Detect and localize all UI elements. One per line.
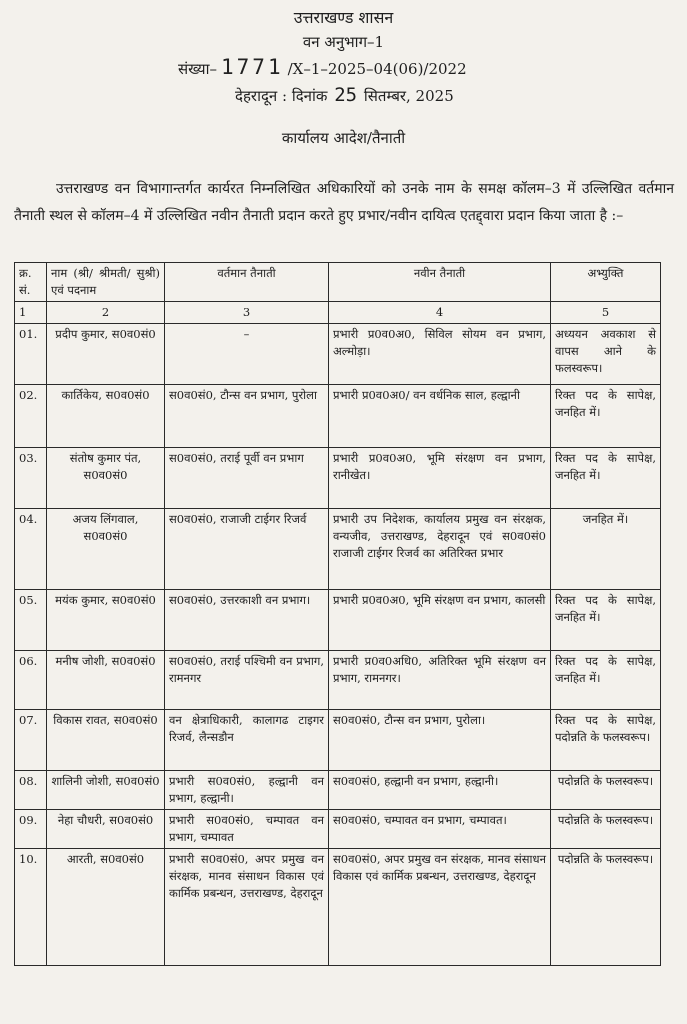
remarks: रिक्त पद के सापेक्ष, जनहित में। bbox=[551, 590, 661, 651]
row-serial: 08. bbox=[15, 771, 47, 810]
ref-suffix: /X–1–2025–04(06)/2022 bbox=[287, 60, 467, 78]
new-posting: प्रभारी प्र0व0अधि0, अतिरिक्त भूमि संरक्षण वन प्रभाग, रामनगर। bbox=[329, 651, 551, 710]
officer-name: कार्तिकेय, स0व0सं0 bbox=[47, 385, 165, 448]
column-number: 2 bbox=[47, 302, 165, 324]
header-serial: क्र. सं. bbox=[15, 263, 47, 302]
remarks: पदोन्नति के फलस्वरूप। bbox=[551, 810, 661, 849]
column-number: 5 bbox=[551, 302, 661, 324]
officer-name: प्रदीप कुमार, स0व0सं0 bbox=[47, 324, 165, 385]
table-header-row bbox=[15, 263, 661, 302]
column-number: 3 bbox=[165, 302, 329, 324]
order-subject: कार्यालय आदेश/तैनाती bbox=[281, 129, 406, 147]
table-row bbox=[15, 810, 661, 849]
posting-table bbox=[14, 262, 661, 966]
new-posting: प्रभारी प्र0व0अ0, भूमि संरक्षण वन प्रभाग, कालसी bbox=[329, 590, 551, 651]
row-serial: 03. bbox=[15, 448, 47, 509]
ref-number-handwritten: 1771 bbox=[221, 55, 284, 79]
current-posting: स0व0सं0, राजाजी टाईगर रिजर्व bbox=[165, 509, 329, 590]
new-posting: प्रभारी प्र0व0अ0, सिविल सोयम वन प्रभाग, अल्मोड़ा। bbox=[329, 324, 551, 385]
table-row bbox=[15, 651, 661, 710]
order-paragraph bbox=[14, 176, 674, 230]
officer-name: संतोष कुमार पंत, स0व0सं0 bbox=[47, 448, 165, 509]
table-row bbox=[15, 385, 661, 448]
new-posting: प्रभारी उप निदेशक, कार्यालय प्रमुख वन संरक्षक, वन्यजीव, उत्तराखण्ड, देहरादून एवं स0व0सं0 राजाजी टाईगर रिजर्व का अतिरिक्त प्रभार bbox=[329, 509, 551, 590]
section-heading: वन अनुभाग–1 bbox=[302, 33, 385, 51]
ref-prefix: संख्या– bbox=[178, 60, 218, 78]
current-posting: वन क्षेत्राधिकारी, कालागढ टाइगर रिजर्व, लैन्सडौन bbox=[165, 710, 329, 771]
table-row bbox=[15, 509, 661, 590]
row-serial: 10. bbox=[15, 849, 47, 966]
row-serial: 06. bbox=[15, 651, 47, 710]
officer-name: मयंक कुमार, स0व0सं0 bbox=[47, 590, 165, 651]
table-row bbox=[15, 771, 661, 810]
paragraph-text: उत्तराखण्ड वन विभागान्तर्गत कार्यरत निम्नलिखित अधिकारियों को उनके नाम के समक्ष कॉलम–3 में उल्लिखित वर्तमान तैनाती स्थल से कॉलम–4 में उल्लिखित नवीन तैनाती प्रदान करते हुए प्रभार/नवीन दायित्व एतद्द्वारा प्रदान किया जाता है :– bbox=[14, 181, 674, 224]
table-row bbox=[15, 324, 661, 385]
new-posting: स0व0सं0, अपर प्रमुख वन संरक्षक, मानव संसाधन विकास एवं कार्मिक प्रबन्धन, उत्तराखण्ड, देहरादून bbox=[329, 849, 551, 966]
table-row bbox=[15, 849, 661, 966]
current-posting: प्रभारी स0व0सं0, हल्द्वानी वन प्रभाग, हल्द्वानी। bbox=[165, 771, 329, 810]
date-day-handwritten: 25 bbox=[334, 84, 358, 106]
row-serial: 02. bbox=[15, 385, 47, 448]
remarks: अध्ययन अवकाश से वापस आने के फलस्वरूप। bbox=[551, 324, 661, 385]
row-serial: 04. bbox=[15, 509, 47, 590]
remarks: जनहित में। bbox=[551, 509, 661, 590]
row-serial: 05. bbox=[15, 590, 47, 651]
table-row bbox=[15, 590, 661, 651]
current-posting: स0व0सं0, तराई पश्चिमी वन प्रभाग, रामनगर bbox=[165, 651, 329, 710]
table-row bbox=[15, 710, 661, 771]
officer-name: विकास रावत, स0व0सं0 bbox=[47, 710, 165, 771]
new-posting: प्रभारी प्र0व0अ0, भूमि संरक्षण वन प्रभाग, रानीखेत। bbox=[329, 448, 551, 509]
date-suffix: सितम्बर, 2025 bbox=[363, 87, 454, 105]
remarks: रिक्त पद के सापेक्ष, जनहित में। bbox=[551, 385, 661, 448]
officer-name: आरती, स0व0सं0 bbox=[47, 849, 165, 966]
column-number-row bbox=[15, 302, 661, 324]
current-posting: प्रभारी स0व0सं0, चम्पावत वन प्रभाग, चम्पावत bbox=[165, 810, 329, 849]
officer-name: नेहा चौधरी, स0व0सं0 bbox=[47, 810, 165, 849]
current-posting: स0व0सं0, तराई पूर्वी वन प्रभाग bbox=[165, 448, 329, 509]
remarks: रिक्त पद के सापेक्ष, जनहित में। bbox=[551, 448, 661, 509]
current-posting: स0व0सं0, टौन्स वन प्रभाग, पुरोला bbox=[165, 385, 329, 448]
row-serial: 07. bbox=[15, 710, 47, 771]
header-current-posting: वर्तमान तैनाती bbox=[165, 263, 329, 302]
row-serial: 09. bbox=[15, 810, 47, 849]
reference-line bbox=[178, 56, 467, 80]
officer-name: शालिनी जोशी, स0व0सं0 bbox=[47, 771, 165, 810]
column-number: 4 bbox=[329, 302, 551, 324]
new-posting: स0व0सं0, हल्द्वानी वन प्रभाग, हल्द्वानी। bbox=[329, 771, 551, 810]
current-posting: – bbox=[165, 324, 329, 385]
header-new-posting: नवीन तैनाती bbox=[329, 263, 551, 302]
officer-name: अजय लिंगवाल, स0व0सं0 bbox=[47, 509, 165, 590]
new-posting: प्रभारी प्र0व0अ0/ वन वर्धनिक साल, हल्द्वानी bbox=[329, 385, 551, 448]
header-name: नाम (श्री/ श्रीमती/ सुश्री) एवं पदनाम bbox=[47, 263, 165, 302]
new-posting: स0व0सं0, टौन्स वन प्रभाग, पुरोला। bbox=[329, 710, 551, 771]
remarks: पदोन्नति के फलस्वरूप। bbox=[551, 771, 661, 810]
header-remarks: अभ्युक्ति bbox=[551, 263, 661, 302]
row-serial: 01. bbox=[15, 324, 47, 385]
remarks: रिक्त पद के सापेक्ष, जनहित में। bbox=[551, 651, 661, 710]
table-row bbox=[15, 448, 661, 509]
date-prefix: देहरादून : दिनांक bbox=[235, 87, 328, 105]
column-number: 1 bbox=[15, 302, 47, 324]
govt-heading: उत्तराखण्ड शासन bbox=[293, 8, 394, 27]
remarks: रिक्त पद के सापेक्ष, पदोन्नति के फलस्वरूप। bbox=[551, 710, 661, 771]
officer-name: मनीष जोशी, स0व0सं0 bbox=[47, 651, 165, 710]
new-posting: स0व0सं0, चम्पावत वन प्रभाग, चम्पावत। bbox=[329, 810, 551, 849]
remarks: पदोन्नति के फलस्वरूप। bbox=[551, 849, 661, 966]
current-posting: स0व0सं0, उत्तरकाशी वन प्रभाग। bbox=[165, 590, 329, 651]
date-line bbox=[235, 84, 454, 107]
current-posting: प्रभारी स0व0सं0, अपर प्रमुख वन संरक्षक, मानव संसाधन विकास एवं कार्मिक प्रबन्धन, उत्तराखण्ड, देहरादून bbox=[165, 849, 329, 966]
